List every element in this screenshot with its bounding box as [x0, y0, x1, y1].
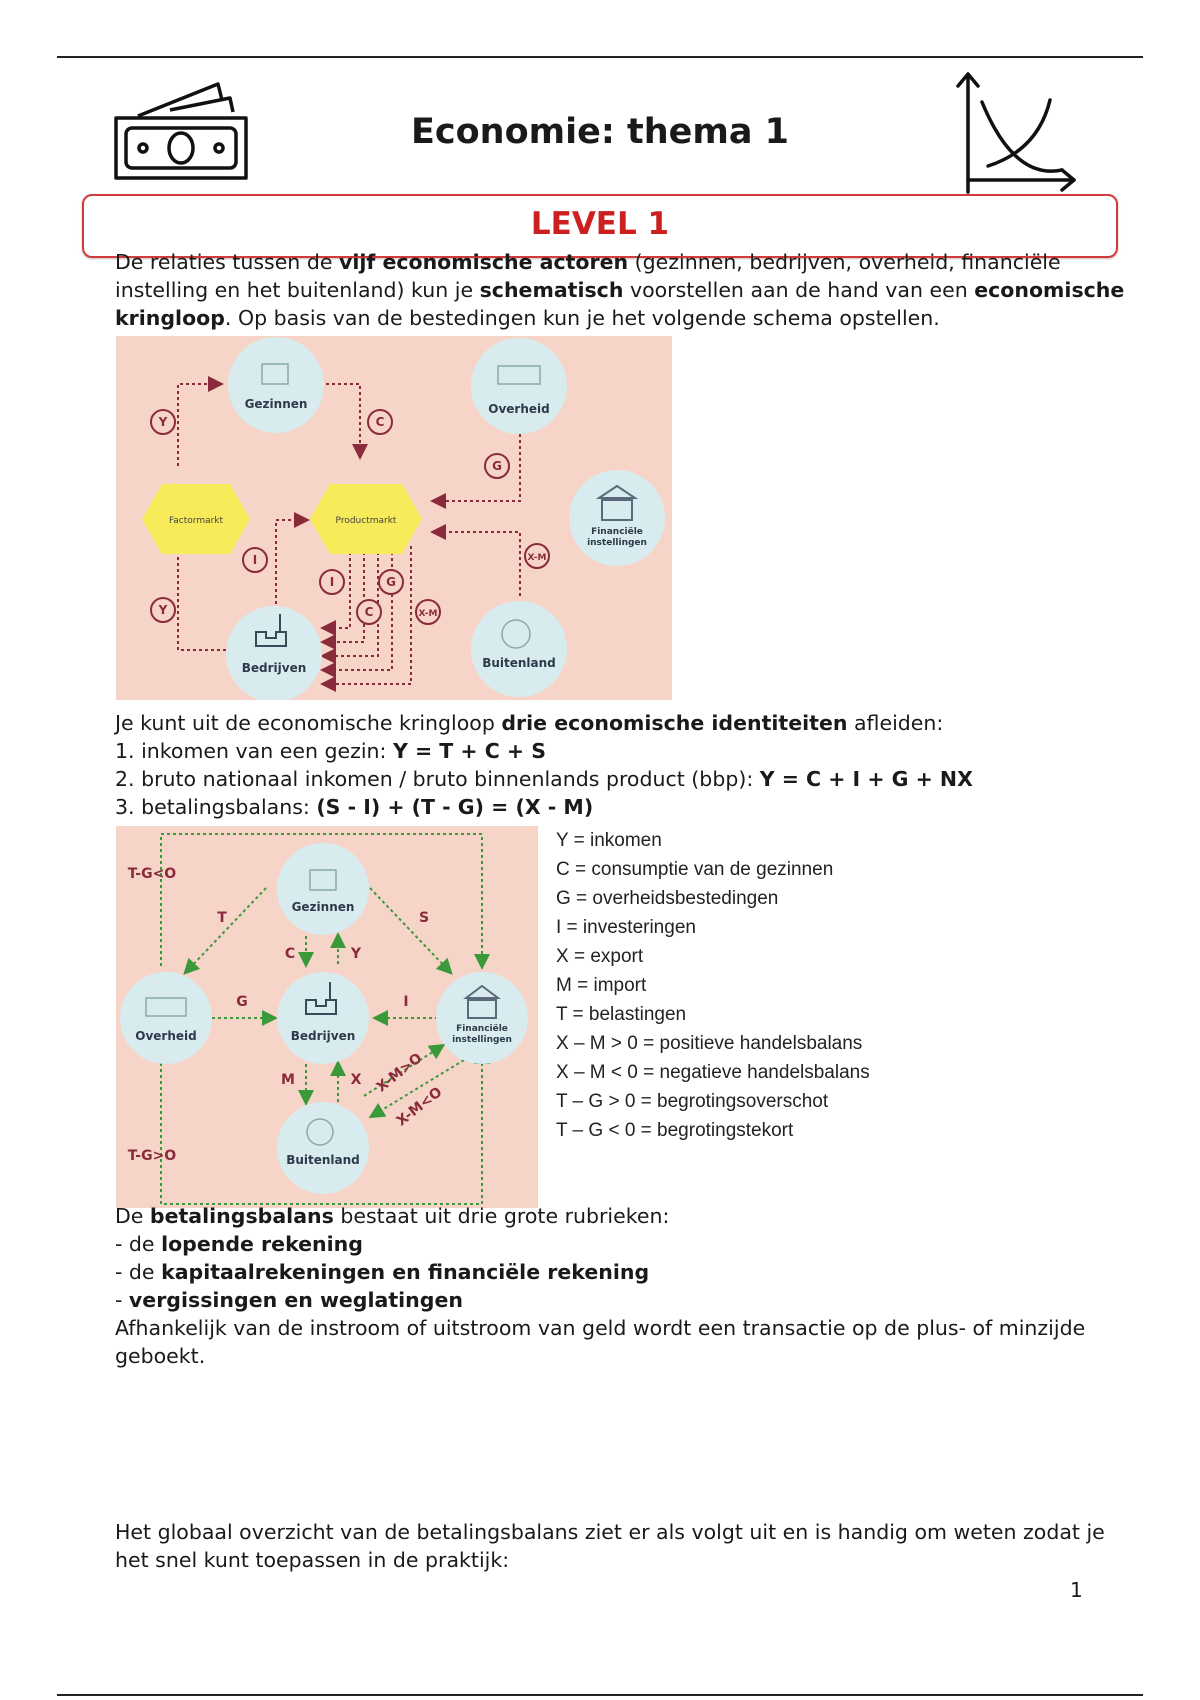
legend-item: T = belastingen [556, 1004, 687, 1025]
balance-bold: kapitaalrekeningen en financiële rekening [161, 1260, 650, 1284]
betalingsbalans-diagram [116, 826, 538, 1208]
intro-bold-kringloop: economische kringloop [115, 278, 1125, 330]
intro-bold-actoren: vijf economische actoren [338, 250, 629, 274]
flow-label-t: T [217, 910, 227, 926]
financiele-instellingen-node [569, 470, 665, 566]
intro-paragraph [115, 248, 1125, 332]
intro-text: (gezinnen, bedrijven, overheid, financiële instelling en het buitenland) kun je [115, 250, 1061, 302]
overheid-label: Overheid [488, 402, 550, 416]
identity-3 [115, 793, 1125, 821]
balance-bold: betalingsbalans [149, 1204, 334, 1228]
buitenland-node [471, 601, 567, 697]
balance-intro [115, 1202, 1125, 1230]
gezinnen-node [228, 337, 324, 433]
flow-s [370, 888, 450, 972]
identity-formula: Y = T + C + S [392, 739, 546, 763]
page-number: 1 [1070, 1578, 1083, 1602]
flow-y-top [178, 384, 220, 466]
balance-item-1 [115, 1230, 1125, 1258]
flow-label-s: S [418, 910, 430, 926]
intro-text: voorstellen aan de hand van een [623, 278, 975, 302]
balance-text: - [115, 1288, 129, 1312]
intro-bold-schematisch: schematisch [479, 278, 624, 302]
overheid-node [471, 338, 567, 434]
flow-label-tg-gt: T-G>O [127, 1148, 177, 1164]
bottom-rule [57, 1694, 1143, 1696]
legend-item: T – G > 0 = begrotingsoverschot [556, 1091, 829, 1112]
overheid-label: Overheid [135, 1029, 197, 1043]
flow-label-g: G [492, 459, 502, 473]
buitenland-node [277, 1102, 369, 1194]
factormarkt-label: Factormarkt [168, 516, 224, 526]
flow-label-i: I [329, 575, 335, 589]
flow-label-y: Y [158, 415, 168, 429]
symbol-legend [556, 826, 870, 1145]
identities-bold: drie economische identiteiten [501, 711, 848, 735]
instellingen-label: instellingen [452, 1035, 512, 1045]
bedrijven-node [226, 606, 322, 700]
bedrijven-label: Bedrijven [290, 1029, 356, 1043]
flow-label-xm-lt: X-M<O [393, 1084, 446, 1130]
financiele-label: Financiële [591, 527, 643, 537]
flow-label-c: C [364, 605, 374, 619]
top-rule [57, 56, 1143, 58]
legend-item: Y = inkomen [556, 830, 662, 851]
legend-item: I = investeringen [556, 917, 696, 938]
legend-item: T – G < 0 = begrotingstekort [556, 1120, 794, 1141]
flow-label-i: I [403, 994, 409, 1010]
balance-text: De [115, 1204, 150, 1228]
identity-text: 2. bruto nationaal inkomen / bruto binnenlands product (bbp): [115, 767, 760, 791]
gezinnen-label: Gezinnen [291, 900, 355, 914]
flow-t [186, 888, 266, 972]
instellingen-label: instellingen [587, 538, 647, 548]
flow-label-c: C [284, 946, 296, 962]
flow-label-g: G [386, 575, 396, 589]
flow-label-y: Y [350, 946, 362, 962]
legend-item: M = import [556, 975, 647, 996]
flow-label-g: G [236, 994, 248, 1010]
flow-label-m: M [281, 1072, 295, 1088]
legend-item: X – M < 0 = negatieve handelsbalans [556, 1062, 870, 1083]
productmarkt-label: Productmarkt [335, 516, 397, 526]
balance-text: - de [115, 1232, 162, 1256]
buitenland-label: Buitenland [286, 1153, 360, 1167]
bedrijven-label: Bedrijven [241, 661, 307, 675]
flow-label-x: X [350, 1072, 362, 1088]
balance-note: Afhankelijk van de instroom of uitstroom van geld wordt een transactie op de plus- of minzijde geboekt. [115, 1316, 1086, 1368]
legend-item: X = export [556, 946, 644, 967]
identity-1 [115, 737, 1125, 765]
flow-label-xm-gt: X-M>O [373, 1050, 426, 1096]
flow-label-i: I [252, 553, 258, 567]
flow-label-y: Y [158, 603, 168, 617]
page-title: Economie: thema 1 [410, 112, 790, 152]
flow-label-c: C [375, 415, 385, 429]
supply-demand-chart-icon [952, 70, 1082, 195]
gezinnen-label: Gezinnen [244, 397, 308, 411]
intro-text: De relaties tussen de [115, 250, 339, 274]
identities-text: afleiden: [847, 711, 944, 735]
identities-text: Je kunt uit de economische kringloop [115, 711, 502, 735]
buitenland-label: Buitenland [482, 656, 556, 670]
overheid-node [120, 972, 212, 1064]
identity-text: 3. betalingsbalans: [115, 795, 317, 819]
identity-text: 1. inkomen van een gezin: [115, 739, 393, 763]
identity-formula: Y = C + I + G + NX [759, 767, 973, 791]
flow-label-xm: X-M [527, 553, 547, 563]
flow-xm-top [434, 532, 520, 596]
overview-paragraph: Het globaal overzicht van de betalingsbalans ziet er als volgt uit en is handig om weten zodat je het snel kunt toepassen in de praktijk: [115, 1520, 1105, 1572]
balance-item-3 [115, 1286, 1125, 1314]
identities-intro [115, 709, 1125, 737]
gezinnen-node [277, 843, 369, 935]
bedrijven-node [277, 972, 369, 1064]
balance-bold: lopende rekening [161, 1232, 363, 1256]
flow-i-left [276, 520, 306, 604]
balance-item-2 [115, 1258, 1125, 1286]
kringloop-diagram [116, 336, 672, 700]
intro-text: . Op basis van de bestedingen kun je het volgende schema opstellen. [224, 306, 940, 330]
balance-text: bestaat uit drie grote rubrieken: [333, 1204, 670, 1228]
balance-bold: vergissingen en weglatingen [128, 1288, 463, 1312]
flow-label-xm: X-M [418, 609, 438, 619]
financiele-label: Financiële [456, 1024, 508, 1034]
flow-label-tg-lt: T-G<O [127, 866, 177, 882]
identity-formula: (S - I) + (T - G) = (X - M) [316, 795, 594, 819]
balance-text: - de [115, 1260, 162, 1284]
level-label: LEVEL 1 [530, 206, 670, 242]
identity-2 [115, 765, 1125, 793]
legend-item: X – M > 0 = positieve handelsbalans [556, 1033, 863, 1054]
legend-item: G = overheidsbestedingen [556, 888, 779, 909]
legend-item: C = consumptie van de gezinnen [556, 859, 834, 880]
